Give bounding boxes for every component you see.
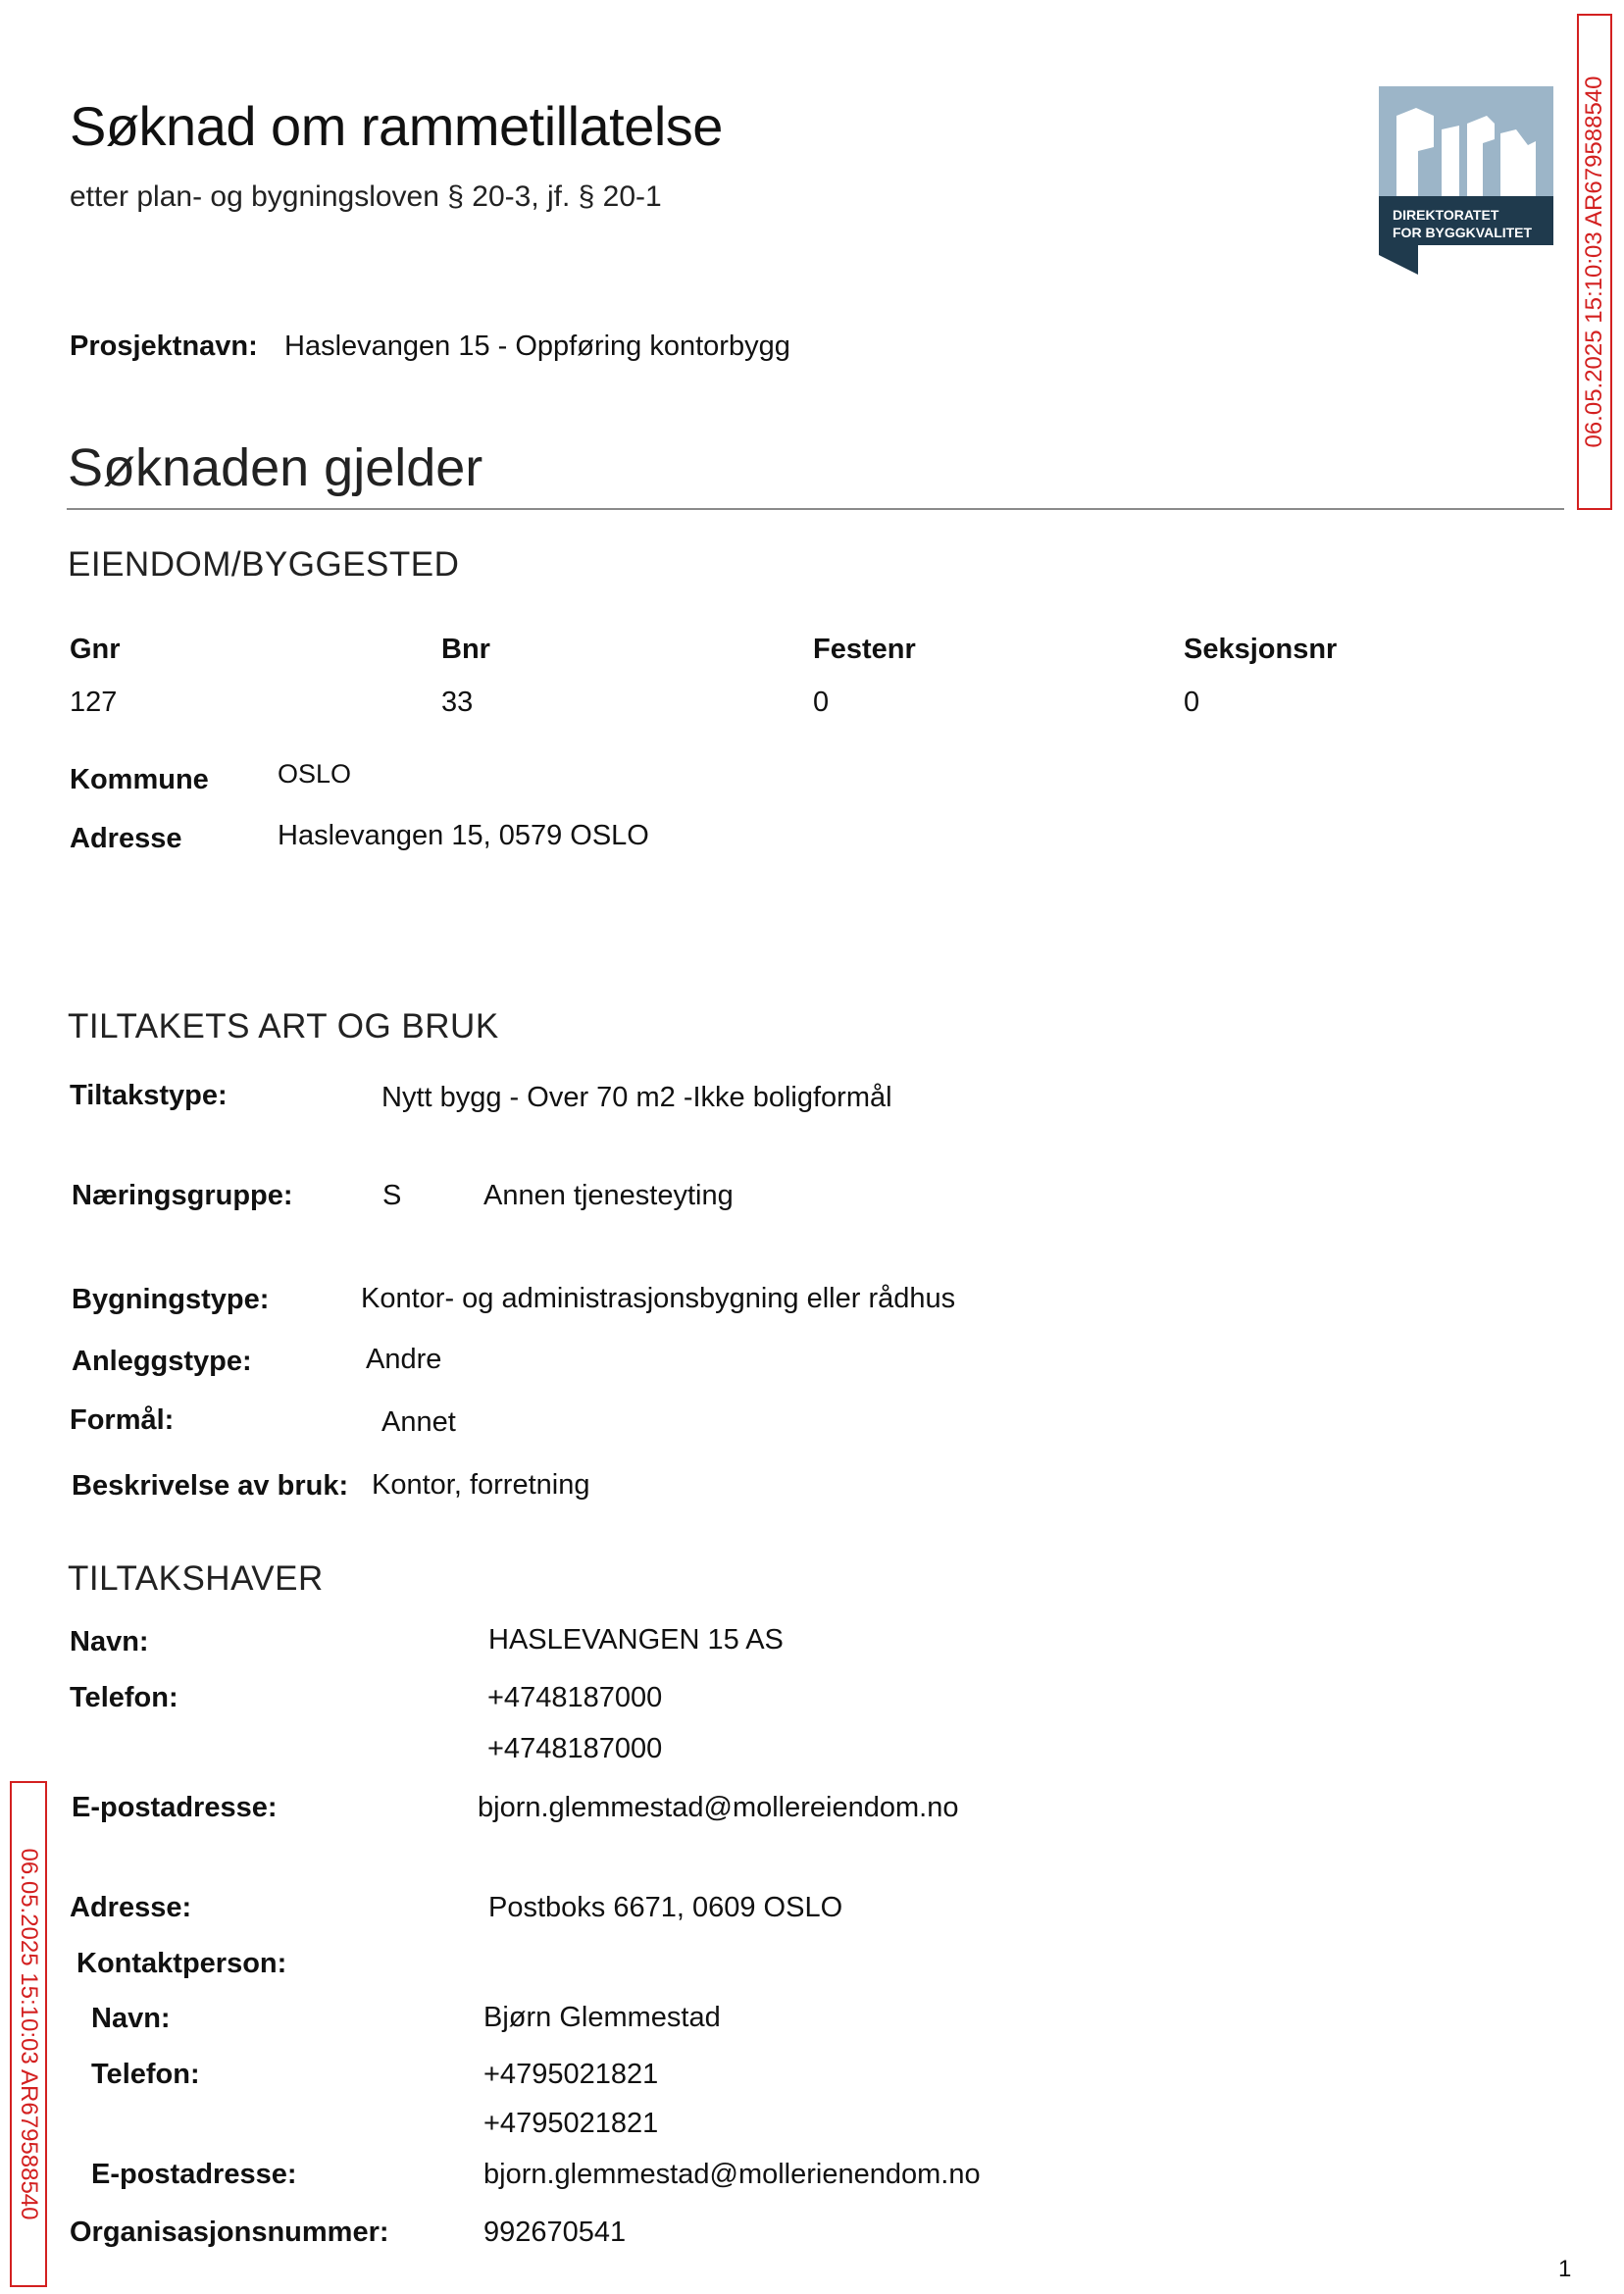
- naeringsgruppe-label: Næringsgruppe:: [72, 1180, 293, 1211]
- bygningstype-label: Bygningstype:: [72, 1284, 270, 1315]
- tiltakshaver-navn-label: Navn:: [70, 1626, 149, 1657]
- naeringsgruppe-value: Annen tjenesteyting: [483, 1180, 734, 1211]
- tiltakstype-value: Nytt bygg - Over 70 m2 -Ikke boligformål: [381, 1082, 892, 1113]
- adresse-label: Adresse: [70, 823, 182, 854]
- stamp-text: 06.05.2025 15:10:03 AR679588540: [1581, 76, 1607, 448]
- seksjonsnr-value: 0: [1184, 687, 1200, 718]
- beskrivelse-label: Beskrivelse av bruk:: [72, 1470, 349, 1502]
- festenr-value: 0: [813, 687, 830, 718]
- kommune-value: OSLO: [278, 759, 352, 789]
- project-label: Prosjektnavn:: [70, 331, 258, 362]
- stamp-text: 06.05.2025 15:10:03 AR679588540: [16, 1848, 42, 2220]
- kontakt-epost-value: bjorn.glemmestad@mollerienendom.no: [483, 2159, 981, 2190]
- document-title: Søknad om rammetillatelse: [70, 95, 723, 157]
- subsection-heading-tiltakshaver: TILTAKSHAVER: [68, 1559, 324, 1598]
- beskrivelse-value: Kontor, forretning: [372, 1469, 590, 1501]
- tiltakshaver-telefon-label: Telefon:: [70, 1682, 178, 1713]
- naeringsgruppe-code: S: [382, 1180, 402, 1211]
- adresse-value: Haslevangen 15, 0579 OSLO: [278, 820, 649, 851]
- logo-text-line-2: FOR BYGGKVALITET: [1393, 225, 1533, 240]
- section-divider: [67, 508, 1564, 510]
- timestamp-stamp-right: [1577, 14, 1612, 510]
- kontakt-navn-label: Navn:: [91, 2003, 171, 2034]
- organisasjonsnummer-value: 992670541: [483, 2217, 627, 2248]
- column-header-festenr: Festenr: [813, 634, 916, 665]
- formal-label: Formål:: [70, 1404, 175, 1436]
- tiltakshaver-telefon-value-1: +4748187000: [487, 1682, 663, 1713]
- tiltakshaver-telefon-value-2: +4748187000: [487, 1733, 663, 1764]
- column-header-seksjonsnr: Seksjonsnr: [1184, 634, 1338, 665]
- logo-graphic: [1379, 86, 1553, 275]
- column-header-bnr: Bnr: [441, 634, 490, 665]
- tiltakshaver-adresse-label: Adresse:: [70, 1892, 192, 1923]
- section-heading-soknaden-gjelder: Søknaden gjelder: [68, 438, 483, 497]
- kontakt-epost-label: E-postadresse:: [91, 2159, 297, 2190]
- kontakt-telefon-label: Telefon:: [91, 2059, 200, 2090]
- anleggstype-value: Andre: [366, 1344, 442, 1375]
- formal-value: Annet: [381, 1406, 456, 1438]
- anleggstype-label: Anleggstype:: [72, 1346, 252, 1377]
- kommune-label: Kommune: [70, 764, 209, 795]
- tiltakshaver-adresse-value: Postboks 6671, 0609 OSLO: [488, 1892, 843, 1923]
- kontaktperson-label: Kontaktperson:: [76, 1948, 287, 1979]
- bygningstype-value: Kontor- og administrasjonsbygning eller rådhus: [361, 1283, 956, 1314]
- tiltakshaver-epost-label: E-postadresse:: [72, 1792, 278, 1823]
- bnr-value: 33: [441, 687, 474, 718]
- tiltakshaver-epost-value: bjorn.glemmestad@mollereiendom.no: [478, 1792, 959, 1823]
- subsection-heading-tiltakets-art: TILTAKETS ART OG BRUK: [68, 1007, 499, 1045]
- subsection-heading-eiendom: EIENDOM/BYGGESTED: [68, 545, 460, 584]
- logo-text-line-1: DIREKTORATET: [1393, 207, 1499, 223]
- dibk-logo: [1379, 86, 1553, 275]
- page-number: 1: [1558, 2256, 1572, 2282]
- gnr-value: 127: [70, 687, 118, 718]
- organisasjonsnummer-label: Organisasjonsnummer:: [70, 2217, 389, 2248]
- tiltakstype-label: Tiltakstype:: [70, 1080, 228, 1111]
- column-header-gnr: Gnr: [70, 634, 121, 665]
- kontakt-telefon-value-2: +4795021821: [483, 2108, 659, 2139]
- kontakt-navn-value: Bjørn Glemmestad: [483, 2002, 721, 2033]
- document-subtitle: etter plan- og bygningsloven § 20-3, jf. § 20-1: [70, 180, 662, 213]
- tiltakshaver-navn-value: HASLEVANGEN 15 AS: [488, 1624, 784, 1656]
- timestamp-stamp-left: [10, 1781, 47, 2287]
- project-value: Haslevangen 15 - Oppføring kontorbygg: [284, 331, 790, 362]
- kontakt-telefon-value-1: +4795021821: [483, 2059, 659, 2090]
